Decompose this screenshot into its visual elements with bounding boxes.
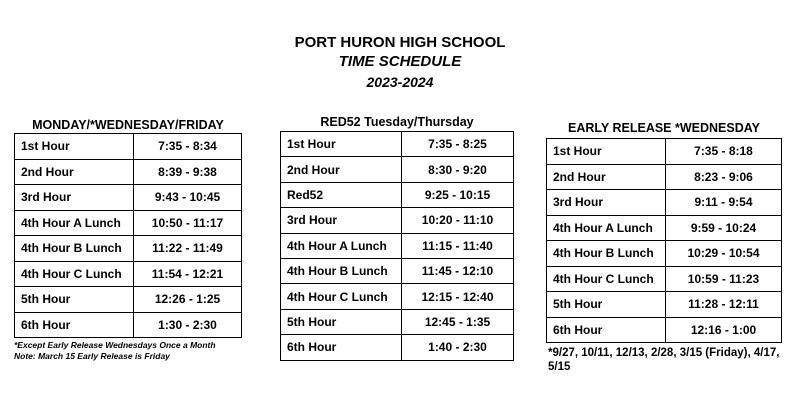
table-row xyxy=(281,233,514,258)
period-time: 7:35 - 8:25 xyxy=(402,132,514,157)
table-row xyxy=(547,266,782,292)
period-name: 4th Hour C Lunch xyxy=(15,261,134,287)
table-row xyxy=(15,287,242,313)
mwf-schedule-title: MONDAY/*WEDNESDAY/FRIDAY xyxy=(32,118,224,132)
table-row xyxy=(281,132,514,157)
period-name: 6th Hour xyxy=(547,317,666,343)
period-time: 9:59 - 10:24 xyxy=(666,215,782,241)
period-time: 7:35 - 8:34 xyxy=(134,134,242,160)
table-row xyxy=(547,241,782,267)
period-time: 10:29 - 10:54 xyxy=(666,241,782,267)
early-release-dates: *9/27, 10/11, 12/13, 2/28, 3/15 (Friday), 4/17, 5/15 xyxy=(548,347,780,373)
period-time: 10:59 - 11:23 xyxy=(666,266,782,292)
table-row xyxy=(281,258,514,283)
period-time: 11:45 - 12:10 xyxy=(402,258,514,283)
period-name: 4th Hour A Lunch xyxy=(15,210,134,236)
mwf-note-march: Note: March 15 Early Release is Friday xyxy=(14,351,170,361)
period-time: 11:15 - 11:40 xyxy=(402,233,514,258)
period-name: 4th Hour A Lunch xyxy=(547,215,666,241)
period-name: 5th Hour xyxy=(547,292,666,318)
table-row xyxy=(281,284,514,309)
period-time: 12:45 - 1:35 xyxy=(402,309,514,334)
period-time: 11:28 - 12:11 xyxy=(666,292,782,318)
period-name: 6th Hour xyxy=(15,312,134,338)
period-time: 12:16 - 1:00 xyxy=(666,317,782,343)
table-row xyxy=(15,210,242,236)
early-release-title: EARLY RELEASE *WEDNESDAY xyxy=(568,121,760,135)
table-row xyxy=(547,317,782,343)
table-row xyxy=(15,261,242,287)
table-row xyxy=(547,292,782,318)
table-row xyxy=(15,312,242,338)
period-time: 10:20 - 11:10 xyxy=(402,208,514,233)
mwf-schedule-table xyxy=(14,133,242,338)
table-row xyxy=(15,159,242,185)
period-name: 4th Hour B Lunch xyxy=(15,236,134,262)
period-name: Red52 xyxy=(281,182,402,207)
mwf-note-except: *Except Early Release Wednesdays Once a Month xyxy=(14,340,216,350)
period-time: 10:50 - 11:17 xyxy=(134,210,242,236)
tth-schedule-title: RED52 Tuesday/Thursday xyxy=(320,115,474,129)
period-time: 11:22 - 11:49 xyxy=(134,236,242,262)
period-name: 1st Hour xyxy=(281,132,402,157)
school-year: 2023-2024 xyxy=(366,74,434,90)
period-name: 3rd Hour xyxy=(15,185,134,211)
early-release-block xyxy=(546,120,782,374)
table-row xyxy=(15,236,242,262)
table-row xyxy=(547,164,782,190)
table-row xyxy=(547,190,782,216)
tth-schedule-block xyxy=(280,114,514,361)
table-row xyxy=(15,185,242,211)
period-name: 1st Hour xyxy=(15,134,134,160)
period-time: 8:23 - 9:06 xyxy=(666,164,782,190)
period-name: 1st Hour xyxy=(547,139,666,165)
period-time: 1:30 - 2:30 xyxy=(134,312,242,338)
period-time: 11:54 - 12:21 xyxy=(134,261,242,287)
period-name: 5th Hour xyxy=(281,309,402,334)
period-name: 2nd Hour xyxy=(281,157,402,182)
table-row xyxy=(547,215,782,241)
table-row xyxy=(547,139,782,165)
period-time: 7:35 - 8:18 xyxy=(666,139,782,165)
early-release-table xyxy=(546,138,782,343)
period-time: 1:40 - 2:30 xyxy=(402,335,514,360)
period-time: 12:15 - 12:40 xyxy=(402,284,514,309)
table-row xyxy=(281,157,514,182)
tth-schedule-table xyxy=(280,131,514,361)
period-name: 2nd Hour xyxy=(15,159,134,185)
period-time: 9:43 - 10:45 xyxy=(134,185,242,211)
schedule-title: TIME SCHEDULE xyxy=(338,53,462,70)
school-name: PORT HURON HIGH SCHOOL xyxy=(294,34,506,51)
period-name: 4th Hour A Lunch xyxy=(281,233,402,258)
period-name: 4th Hour B Lunch xyxy=(547,241,666,267)
schedule-header xyxy=(0,34,800,92)
table-row xyxy=(15,134,242,160)
period-time: 8:39 - 9:38 xyxy=(134,159,242,185)
period-name: 2nd Hour xyxy=(547,164,666,190)
table-row xyxy=(281,182,514,207)
table-row xyxy=(281,309,514,334)
period-name: 3rd Hour xyxy=(547,190,666,216)
table-row xyxy=(281,335,514,360)
period-name: 4th Hour B Lunch xyxy=(281,258,402,283)
period-name: 6th Hour xyxy=(281,335,402,360)
period-name: 4th Hour C Lunch xyxy=(547,266,666,292)
period-time: 9:25 - 10:15 xyxy=(402,182,514,207)
period-name: 5th Hour xyxy=(15,287,134,313)
period-time: 9:11 - 9:54 xyxy=(666,190,782,216)
period-name: 3rd Hour xyxy=(281,208,402,233)
period-time: 8:30 - 9:20 xyxy=(402,157,514,182)
period-time: 12:26 - 1:25 xyxy=(134,287,242,313)
table-row xyxy=(281,208,514,233)
period-name: 4th Hour C Lunch xyxy=(281,284,402,309)
mwf-schedule-block xyxy=(14,117,242,362)
